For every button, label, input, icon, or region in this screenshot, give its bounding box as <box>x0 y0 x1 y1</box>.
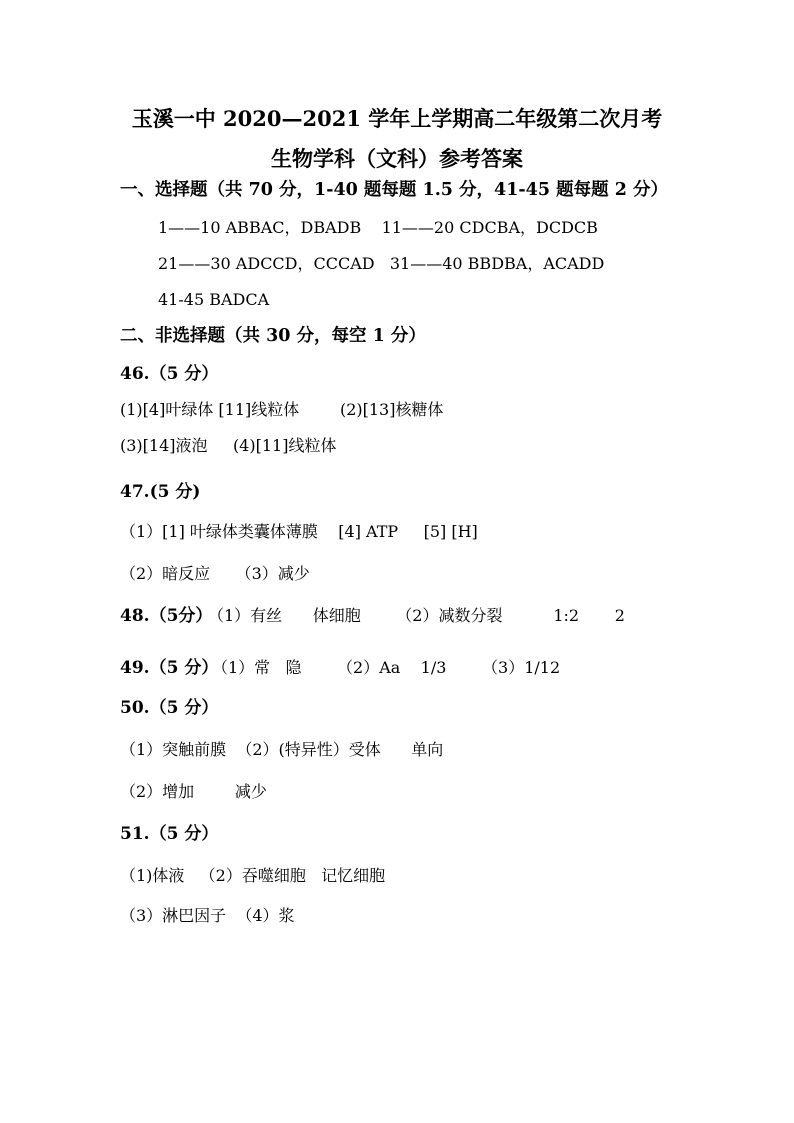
q46-answer-line-2: (3)[14]液泡 (4)[11]线粒体 <box>120 436 337 455</box>
q47-heading: 47.(5 分) <box>120 482 201 502</box>
q48-heading: 48.（5分） <box>120 606 213 626</box>
q51-heading: 51.（5 分） <box>120 824 219 844</box>
q49-answer: （1）常 隐 （2）Aa 1/3 （3）1/12 <box>212 658 561 677</box>
q46-answer-line-1: (1)[4]叶绿体 [11]线粒体 (2)[13]核糖体 <box>120 400 444 419</box>
q47-answer-line-1: （1）[1] 叶绿体类囊体薄膜 [4] ATP [5] [H] <box>120 522 478 541</box>
mc-answers-line-3: 41-45 BADCA <box>158 290 270 309</box>
document-subtitle: 生物学科（文科）参考答案 <box>271 146 523 171</box>
q46-heading: 46.（5 分） <box>120 364 219 384</box>
document-title: 玉溪一中 2020—2021 学年上学期高二年级第二次月考 <box>131 106 663 131</box>
q47-answer-line-2: （2）暗反应 （3）减少 <box>120 564 310 583</box>
q51-answer-line-1: （1)体液 （2）吞噬细胞 记忆细胞 <box>120 866 386 885</box>
q50-answer-line-1: （1）突触前膜 （2）(特异性）受体 单向 <box>120 740 444 759</box>
section-1-heading: 一、选择题（共 70 分，1-40 题每题 1.5 分，41-45 题每题 2 分） <box>120 180 668 200</box>
mc-answers-line-2: 21——30 ADCCD，CCCAD 31——40 BBDBA，ACADD <box>158 254 605 273</box>
q50-heading: 50.（5 分） <box>120 698 219 718</box>
mc-answers-line-1: 1——10 ABBAC，DBADB 11——20 CDCBA，DCDCB <box>158 218 598 237</box>
q49-heading: 49.（5 分） <box>120 658 219 678</box>
q50-answer-line-2: （2）增加 减少 <box>120 782 267 801</box>
q48-answer: （1）有丝 体细胞 （2）减数分裂 1:2 2 <box>208 606 625 625</box>
q51-answer-line-2: （3）淋巴因子 （4）浆 <box>120 906 295 925</box>
section-2-heading: 二、非选择题（共 30 分，每空 1 分） <box>120 326 426 346</box>
